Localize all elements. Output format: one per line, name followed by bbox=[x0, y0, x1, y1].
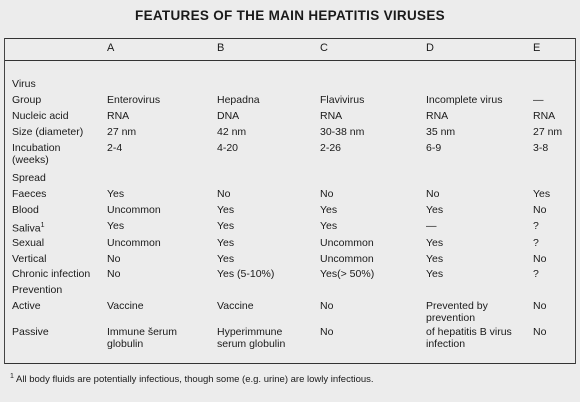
cell-text: — bbox=[533, 94, 544, 106]
cell-text: Yes bbox=[217, 253, 235, 265]
cell-text: Vaccine bbox=[217, 300, 254, 312]
cell-text: 42 nm bbox=[217, 126, 247, 138]
cell-text: 30-38 nm bbox=[320, 126, 365, 138]
row-label-text: Chronic infection bbox=[12, 268, 91, 280]
cell-text: No bbox=[533, 300, 547, 312]
column-header-c: C bbox=[320, 42, 328, 54]
table-cell bbox=[533, 204, 546, 216]
column-header-a: A bbox=[107, 42, 115, 54]
row-label-text: (weeks) bbox=[12, 154, 49, 166]
table-cell bbox=[107, 300, 144, 312]
row-label bbox=[12, 284, 62, 296]
cell-text: No bbox=[320, 188, 334, 200]
cell-text: ? bbox=[533, 220, 539, 232]
row-label bbox=[12, 78, 36, 90]
table-cell bbox=[107, 326, 177, 350]
row-label-text: Active bbox=[12, 300, 41, 312]
footnote-text: All body fluids are potentially infectious, though some (e.g. urine) are lowly infectious. bbox=[16, 374, 374, 386]
row-label bbox=[12, 220, 45, 235]
cell-text: 2-4 bbox=[107, 142, 123, 154]
table-cell bbox=[320, 142, 341, 154]
cell-text: 4-20 bbox=[217, 142, 239, 154]
cell-text: of hepatitis B virus bbox=[426, 326, 512, 338]
cell-text: Hyperimmune bbox=[217, 326, 283, 338]
table-cell bbox=[107, 94, 160, 106]
cell-text: Vaccine bbox=[107, 300, 144, 312]
table-cell bbox=[217, 94, 260, 106]
row-label bbox=[12, 253, 46, 265]
row-label bbox=[12, 94, 41, 106]
table-cell bbox=[426, 268, 443, 280]
table-cell bbox=[107, 188, 124, 200]
table-cell bbox=[426, 253, 443, 265]
footnote bbox=[10, 373, 374, 385]
row-label-text: Passive bbox=[12, 326, 49, 338]
cell-text: Enterovirus bbox=[107, 94, 161, 106]
cell-text: No bbox=[107, 268, 121, 280]
cell-text: infection bbox=[426, 338, 466, 350]
cell-text: Flavivirus bbox=[320, 94, 365, 106]
row-label-text: Sexual bbox=[12, 237, 45, 249]
table-cell bbox=[217, 188, 230, 200]
table-cell bbox=[320, 188, 333, 200]
row-label bbox=[12, 188, 46, 200]
table-cell bbox=[533, 188, 550, 200]
cell-text: Uncommon bbox=[107, 204, 161, 216]
cell-text: Uncommon bbox=[320, 237, 374, 249]
cell-text: Uncommon bbox=[107, 237, 161, 249]
cell-text: DNA bbox=[217, 110, 240, 122]
cell-text: Yes bbox=[426, 268, 444, 280]
cell-text: RNA bbox=[320, 110, 343, 122]
table-cell bbox=[533, 142, 548, 154]
table-cell bbox=[107, 142, 122, 154]
header-rule bbox=[4, 60, 576, 61]
cell-text: No bbox=[320, 326, 334, 338]
table-cell bbox=[107, 220, 124, 232]
cell-text: No bbox=[320, 300, 334, 312]
row-label-text: Vertical bbox=[12, 253, 47, 265]
cell-text: No bbox=[426, 188, 440, 200]
footnote-marker: 1 bbox=[10, 373, 14, 380]
cell-text: ? bbox=[533, 237, 539, 249]
row-label bbox=[12, 268, 90, 280]
row-label-text: Nucleic acid bbox=[12, 110, 69, 122]
table-cell bbox=[217, 268, 274, 280]
row-label-text: Size (diameter) bbox=[12, 126, 84, 138]
cell-text: Uncommon bbox=[320, 253, 374, 265]
table-cell bbox=[217, 237, 234, 249]
cell-text: Prevented by bbox=[426, 300, 488, 312]
row-label bbox=[12, 172, 46, 184]
cell-text: Yes bbox=[217, 220, 235, 232]
row-label bbox=[12, 300, 41, 312]
table-cell bbox=[426, 126, 455, 138]
cell-text: 27 nm bbox=[107, 126, 137, 138]
table-cell bbox=[320, 94, 364, 106]
table-cell bbox=[320, 300, 333, 312]
table-cell bbox=[217, 300, 254, 312]
table-cell bbox=[217, 326, 285, 350]
table-cell bbox=[107, 253, 120, 265]
table-cell bbox=[533, 253, 546, 265]
table-cell bbox=[426, 94, 502, 106]
row-label bbox=[12, 237, 44, 249]
cell-text: Yes bbox=[533, 188, 551, 200]
cell-text: RNA bbox=[426, 110, 449, 122]
table-cell bbox=[533, 220, 539, 232]
cell-text: Incomplete virus bbox=[426, 94, 503, 106]
row-label-text: Virus bbox=[12, 78, 36, 90]
row-label bbox=[12, 126, 83, 138]
table-cell bbox=[320, 110, 342, 122]
column-header-d: D bbox=[426, 42, 434, 54]
table-cell bbox=[426, 142, 441, 154]
cell-text: Yes (5-10%) bbox=[217, 268, 275, 280]
column-header-b: B bbox=[217, 42, 225, 54]
cell-text: Yes bbox=[107, 188, 125, 200]
table-cell bbox=[217, 126, 246, 138]
table-cell bbox=[107, 204, 161, 216]
table-cell bbox=[320, 326, 333, 338]
cell-text: 2-26 bbox=[320, 142, 342, 154]
table-cell bbox=[217, 110, 239, 122]
cell-text: prevention bbox=[426, 312, 476, 324]
table-cell bbox=[426, 237, 443, 249]
table-cell bbox=[217, 253, 234, 265]
row-label-text: Spread bbox=[12, 172, 46, 184]
table-cell bbox=[533, 237, 539, 249]
cell-text: Yes bbox=[107, 220, 125, 232]
table-cell bbox=[320, 253, 374, 265]
table-cell bbox=[107, 126, 136, 138]
cell-text: ? bbox=[533, 268, 539, 280]
row-label-text: Group bbox=[12, 94, 42, 106]
row-label-text: Faeces bbox=[12, 188, 47, 200]
table-cell bbox=[426, 300, 488, 324]
row-label-text: Blood bbox=[12, 204, 39, 216]
table-cell bbox=[320, 268, 374, 280]
cell-text: No bbox=[107, 253, 121, 265]
cell-text: Hepadna bbox=[217, 94, 260, 106]
cell-text: 35 nm bbox=[426, 126, 456, 138]
row-label bbox=[12, 204, 39, 216]
cell-text: Yes bbox=[217, 237, 235, 249]
table-cell bbox=[426, 326, 512, 350]
table-cell bbox=[217, 204, 234, 216]
row-label-text: Saliva bbox=[12, 222, 41, 235]
table-cell bbox=[533, 126, 562, 138]
cell-text: Yes bbox=[320, 220, 338, 232]
table-title: FEATURES OF THE MAIN HEPATITIS VIRUSES bbox=[135, 8, 445, 23]
cell-text: 6-9 bbox=[426, 142, 442, 154]
table-cell bbox=[426, 220, 437, 232]
cell-text: No bbox=[533, 253, 547, 265]
top-rule bbox=[4, 38, 576, 39]
cell-text: Yes bbox=[426, 237, 444, 249]
cell-text: No bbox=[533, 204, 547, 216]
cell-text: RNA bbox=[533, 110, 556, 122]
table-cell bbox=[533, 94, 544, 106]
row-label-text: Incubation bbox=[12, 142, 61, 154]
cell-text: Yes bbox=[217, 204, 235, 216]
cell-text: Yes bbox=[320, 204, 338, 216]
cell-text: serum globulin bbox=[217, 338, 286, 350]
cell-text: Yes(> 50%) bbox=[320, 268, 375, 280]
table-cell bbox=[533, 326, 546, 338]
table-cell bbox=[107, 268, 120, 280]
table-cell bbox=[107, 110, 129, 122]
cell-text: — bbox=[426, 220, 437, 232]
cell-text: No bbox=[217, 188, 231, 200]
cell-text: RNA bbox=[107, 110, 130, 122]
table-cell bbox=[320, 204, 337, 216]
table-cell bbox=[320, 220, 337, 232]
cell-text: Yes bbox=[426, 253, 444, 265]
table-cell bbox=[533, 300, 546, 312]
left-border bbox=[4, 38, 5, 364]
table-cell bbox=[217, 220, 234, 232]
table-cell bbox=[426, 188, 439, 200]
table-cell bbox=[533, 268, 539, 280]
table-cell bbox=[426, 204, 443, 216]
cell-text: globulin bbox=[107, 338, 144, 350]
row-label bbox=[12, 326, 49, 338]
right-border bbox=[575, 38, 576, 364]
row-label-text: Prevention bbox=[12, 284, 63, 296]
table-cell bbox=[217, 142, 238, 154]
column-header-e: E bbox=[533, 42, 541, 54]
row-label bbox=[12, 110, 69, 122]
cell-text: No bbox=[533, 326, 547, 338]
cell-text: 3-8 bbox=[533, 142, 549, 154]
table-cell bbox=[320, 237, 374, 249]
footnote-marker: 1 bbox=[40, 222, 45, 229]
table-cell bbox=[107, 237, 161, 249]
table-cell bbox=[533, 110, 555, 122]
table-cell bbox=[320, 126, 364, 138]
bottom-rule bbox=[4, 363, 576, 364]
table-cell bbox=[426, 110, 448, 122]
cell-text: Immune šerum bbox=[107, 326, 178, 338]
cell-text: 27 nm bbox=[533, 126, 563, 138]
row-label bbox=[12, 142, 60, 166]
cell-text: Yes bbox=[426, 204, 444, 216]
